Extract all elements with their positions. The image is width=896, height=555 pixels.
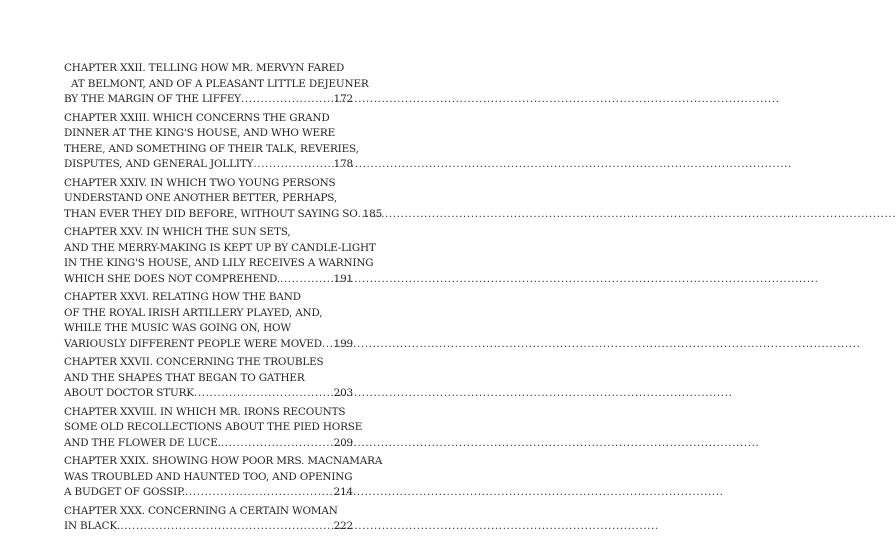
toc-entry-chapter-22[interactable] xyxy=(64,61,369,108)
dot-leader xyxy=(185,485,333,501)
page-number: 203 xyxy=(333,387,353,399)
dot-leader xyxy=(253,157,332,173)
toc-entry-line: IN THE KING'S HOUSE, AND LILY RECEIVES A WARNING xyxy=(64,257,374,269)
toc-entry-chapter-26[interactable] xyxy=(64,290,353,352)
dot-leader xyxy=(194,386,333,402)
table-of-contents xyxy=(64,61,383,538)
toc-entry-line: CHAPTER XXII. TELLING HOW MR. MERVYN FARED xyxy=(64,62,345,74)
page-number: 178 xyxy=(333,158,353,170)
toc-entry-last-line xyxy=(64,386,353,402)
toc-entry-line: AND THE MERRY-MAKING IS KEPT UP BY CANDLE-LIGHT xyxy=(64,241,376,254)
toc-entry-chapter-29[interactable] xyxy=(64,454,383,501)
toc-entry-line: VARIOUSLY DIFFERENT PEOPLE WERE MOVED xyxy=(64,337,322,350)
page-number: 185 xyxy=(362,207,383,220)
toc-entry-line: AT BELMONT, AND OF A PLEASANT LITTLE DEJEUNER xyxy=(71,77,369,90)
toc-entry-chapter-24[interactable] xyxy=(64,176,383,223)
toc-entry-chapter-30[interactable] xyxy=(64,504,353,535)
toc-entry-last-line xyxy=(64,272,353,288)
dot-leader xyxy=(221,436,333,452)
toc-entry-line: WHICH SHE DOES NOT COMPREHEND. xyxy=(64,272,280,285)
toc-entry-line: DISPUTES, AND GENERAL JOLLITY xyxy=(64,158,254,170)
page-number: 199 xyxy=(333,337,353,350)
dot-leader xyxy=(322,337,333,353)
toc-entry-line: SOME OLD RECOLLECTIONS ABOUT THE PIED HORSE xyxy=(64,421,363,433)
toc-entry-line: OF THE ROYAL IRISH ARTILLERY PLAYED, AND, xyxy=(64,306,323,319)
toc-entry-line: UNDERSTAND ONE ANOTHER BETTER, PERHAPS, xyxy=(64,192,338,204)
toc-entry-chapter-23[interactable] xyxy=(64,111,359,173)
page-number: 214 xyxy=(333,486,353,498)
toc-entry-line: CHAPTER XXVIII. IN WHICH MR. IRONS RECOUNTS xyxy=(64,405,346,418)
toc-entry-chapter-25[interactable] xyxy=(64,225,376,287)
toc-entry-line: THAN EVER THEY DID BEFORE, WITHOUT SAYING SO xyxy=(64,207,358,220)
toc-entry-last-line xyxy=(64,485,353,501)
page-number: 209 xyxy=(333,436,353,449)
toc-entry-line: CHAPTER XXVII. CONCERNING THE TROUBLES xyxy=(64,356,324,368)
toc-entry-line: CHAPTER XXIII. WHICH CONCERNS THE GRAND xyxy=(64,111,330,124)
toc-entry-line: WAS TROUBLED AND HAUNTED TOO, AND OPENING xyxy=(64,470,353,483)
dot-leader xyxy=(241,92,333,108)
toc-entry-line: BY THE MARGIN OF THE LIFFEY xyxy=(64,93,241,105)
toc-entry-line: AND THE SHAPES THAT BEGAN TO GATHER xyxy=(64,371,305,384)
toc-entry-line: WHILE THE MUSIC WAS GOING ON, HOW xyxy=(64,322,291,334)
toc-entry-line: CHAPTER XXV. IN WHICH THE SUN SETS, xyxy=(64,226,291,238)
toc-entry-line: CHAPTER XXX. CONCERNING A CERTAIN WOMAN xyxy=(64,504,338,517)
page-number: 222 xyxy=(333,520,353,532)
toc-entry-line: ABOUT DOCTOR STURK xyxy=(64,387,194,399)
toc-entry-line: IN BLACK. xyxy=(64,520,121,532)
toc-entry-chapter-28[interactable] xyxy=(64,405,363,452)
toc-entry-last-line xyxy=(64,157,353,173)
toc-entry-chapter-27[interactable] xyxy=(64,355,353,402)
dot-leader xyxy=(280,272,333,288)
page-number: 191 xyxy=(333,272,353,285)
toc-entry-last-line xyxy=(64,436,353,452)
toc-entry-line: CHAPTER XXIX. SHOWING HOW POOR MRS. MACNAMARA xyxy=(64,455,383,467)
toc-entry-last-line xyxy=(64,519,353,535)
toc-entry-line: CHAPTER XXIV. IN WHICH TWO YOUNG PERSONS xyxy=(64,176,336,189)
dot-leader xyxy=(120,519,332,535)
page-number: 172 xyxy=(333,93,353,105)
toc-entry-last-line xyxy=(64,207,383,223)
toc-entry-line: THERE, AND SOMETHING OF THEIR TALK, REVERIES, xyxy=(64,142,359,155)
toc-entry-last-line xyxy=(64,337,353,353)
toc-entry-line: AND THE FLOWER DE LUCE. xyxy=(64,436,221,449)
toc-entry-line: A BUDGET OF GOSSIP. xyxy=(64,486,185,498)
toc-entry-line: CHAPTER XXVI. RELATING HOW THE BAND xyxy=(64,291,301,303)
toc-entry-last-line xyxy=(64,92,353,108)
toc-entry-line: DINNER AT THE KING'S HOUSE, AND WHO WERE xyxy=(64,127,336,139)
